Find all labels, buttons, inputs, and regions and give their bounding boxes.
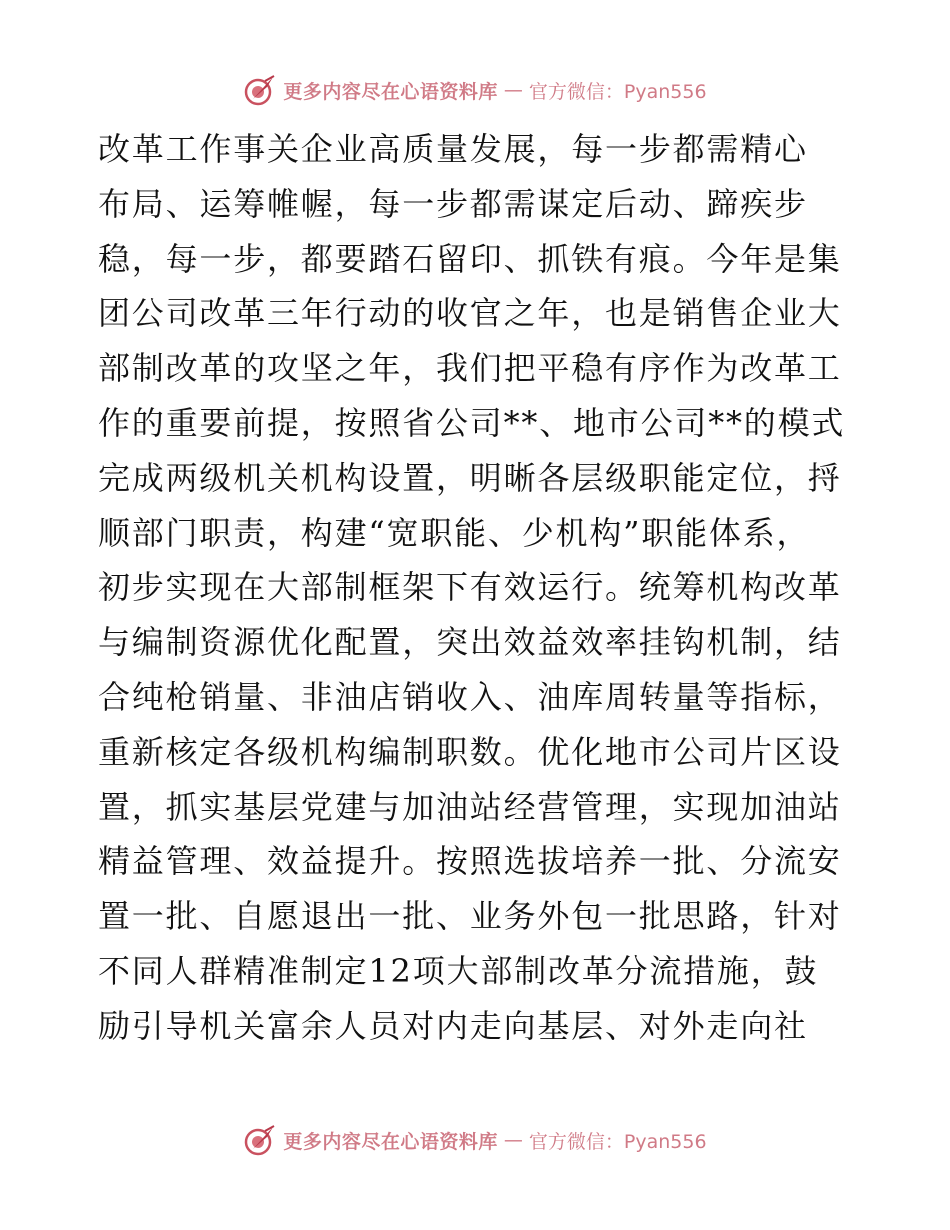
- watermark-wechat-text: 官方微信：Pyan556: [528, 80, 707, 103]
- paragraph-line: 置，抓实基层党建与加油站经营管理，实现加油站: [98, 787, 842, 826]
- paragraph-line: 与编制资源优化配置，突出效益效率挂钩机制，结: [98, 623, 842, 662]
- watermark-separator: —: [503, 79, 523, 101]
- watermark-header: [0, 70, 950, 110]
- paragraph-line: 部制改革的攻坚之年，我们把平稳有序作为改革工: [98, 349, 842, 388]
- paragraph-line: 励引导机关富余人员对内走向基层、对外走向社: [98, 1006, 808, 1045]
- watermark-site-text: 更多内容尽在心语资料库: [283, 1130, 498, 1153]
- paragraph-line: 改革工作事关企业高质量发展，每一步都需精心: [98, 130, 808, 168]
- paragraph-line: 稳，每一步，都要踏石留印、抓铁有痕。今年是集: [98, 239, 842, 278]
- paragraph-line: 精益管理、效益提升。按照选拔培养一批、分流安: [98, 842, 842, 881]
- watermark-footer: [0, 1120, 950, 1160]
- paragraph-line: 作的重要前提，按照省公司**、地市公司**的模式: [98, 403, 846, 442]
- document-paragraph: [98, 122, 858, 1054]
- paragraph-line: 初步实现在大部制框架下有效运行。统筹机构改革: [98, 568, 842, 607]
- paragraph-line: 完成两级机关机构设置，明晰各层级职能定位，捋: [98, 458, 842, 497]
- paragraph-line: 顺部门职责，构建“宽职能、少机构”职能体系，: [98, 513, 811, 552]
- quill-logo-icon: [243, 1123, 277, 1157]
- paragraph-line: 合纯枪销量、非油店销收入、油库周转量等指标，: [98, 677, 842, 716]
- quill-logo-icon: [243, 73, 277, 107]
- paragraph-line: 布局、运筹帷幄，每一步都需谋定后动、蹄疾步: [98, 184, 808, 223]
- paragraph-line: 置一批、自愿退出一批、业务外包一批思路，针对: [98, 897, 842, 936]
- paragraph-line: 团公司改革三年行动的收官之年，也是销售企业大: [98, 294, 842, 333]
- paragraph-line: 不同人群精准制定12项大部制改革分流措施，鼓: [98, 951, 819, 990]
- watermark-site-text: 更多内容尽在心语资料库: [283, 80, 498, 103]
- paragraph-line: 重新核定各级机构编制职数。优化地市公司片区设: [98, 732, 842, 771]
- watermark-separator: —: [503, 1129, 523, 1151]
- watermark-wechat-text: 官方微信：Pyan556: [528, 1130, 707, 1153]
